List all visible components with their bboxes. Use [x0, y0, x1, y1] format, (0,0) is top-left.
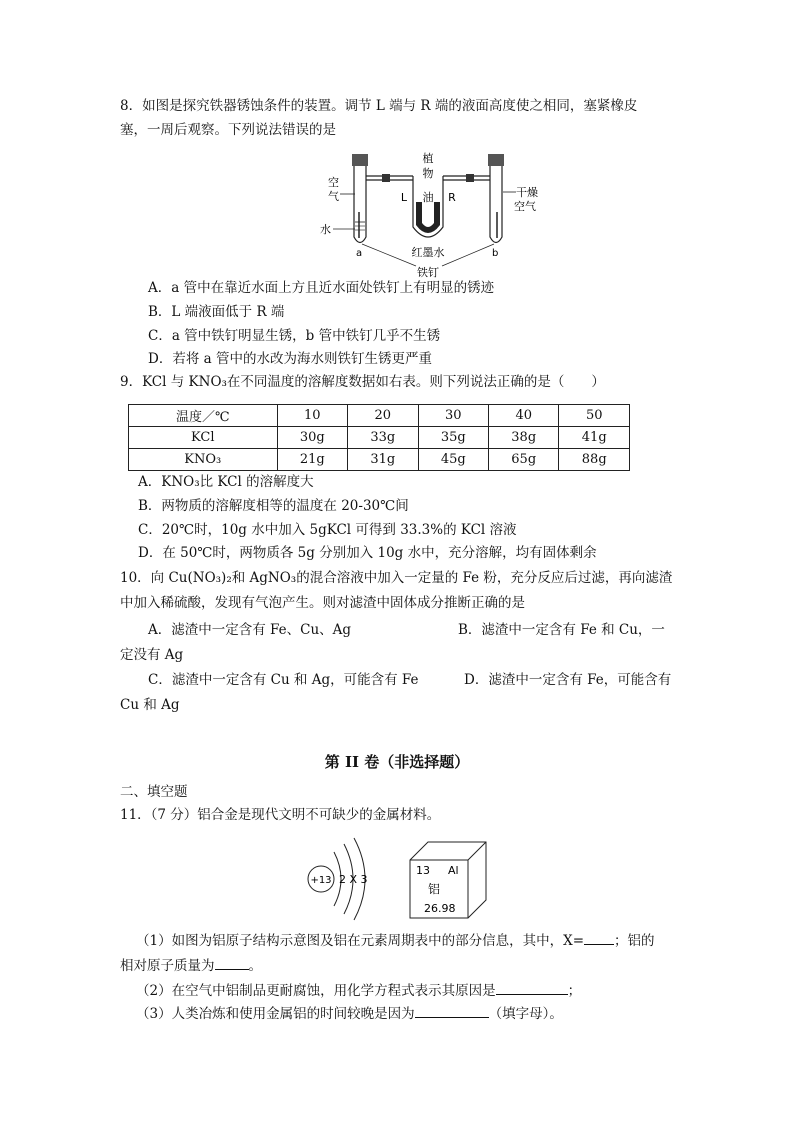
q11-sub3-text-a: （3）人类冶炼和使用金属铝的时间较晚是因为	[136, 1006, 415, 1022]
q9-stem: 9．KCl 与 KNO₃在不同温度的溶解度数据如右表。则下列说法正确的是（ ）	[120, 374, 605, 390]
label-a: a	[356, 248, 363, 259]
q11-sub2-text-a: （2）在空气中铝制品更耐腐蚀，用化学方程式表示其原因是	[136, 983, 496, 999]
answer-blank-reason[interactable]	[415, 1003, 489, 1018]
label-water: 水	[320, 223, 331, 236]
q8-stem-line2: 塞，一周后观察。下列说法错误的是	[120, 122, 336, 138]
table-header-row	[129, 405, 630, 427]
solubility-table	[128, 404, 630, 471]
answer-blank-x[interactable]	[584, 930, 614, 945]
table-cell: KCl	[129, 427, 278, 449]
q8-option-d: D．若将 a 管中的水改为海水则铁钉生锈更严重	[148, 351, 432, 367]
aluminum-atom-diagram	[300, 832, 380, 922]
part2-title: 第 II 卷（非选择题）	[324, 753, 470, 771]
label-b: b	[492, 248, 499, 259]
q11-sub1-text-a: （1）如图为铝原子结构示意图及铝在元素周期表中的部分信息，其中，X=	[136, 933, 585, 949]
q10-stem-line1: 10．向 Cu(NO₃)₂和 AgNO₃的混合溶液中加入一定量的 Fe 粉，充分反应后过滤，再向滤渣	[120, 570, 673, 586]
atomic-number: 13	[416, 864, 430, 877]
q10-stem-line2: 中加入稀硫酸，发现有气泡产生。则对滤渣中固体成分推断正确的是	[120, 595, 525, 611]
table-cell: 33g	[348, 427, 418, 449]
label-air-right: 空气	[514, 200, 536, 213]
atomic-mass: 26.98	[424, 902, 456, 915]
label-oil-3: 油	[422, 191, 434, 204]
table-cell: 31g	[348, 449, 418, 471]
label-R: R	[448, 191, 456, 204]
label-air-left-1: 空	[328, 176, 339, 189]
iron-rust-apparatus-figure	[318, 152, 548, 282]
q11-sub1-text-d: 。	[248, 958, 262, 974]
q11-sub3-line	[136, 1003, 563, 1024]
electron-config: 2 X 3	[339, 873, 368, 886]
q9-option-c: C．20℃时，10g 水中加入 5gKCl 可得到 33.3%的 KCl 溶液	[138, 522, 517, 538]
table-cell: 65g	[488, 449, 558, 471]
table-cell: 温度／℃	[129, 405, 278, 427]
q8-option-c: C．a 管中铁钉明显生锈，b 管中铁钉几乎不生锈	[148, 328, 441, 344]
label-air-left-2: 气	[328, 190, 339, 203]
table-cell: 30	[418, 405, 488, 427]
q11-sub1-text-b: ；铝的	[614, 933, 655, 949]
table-cell: 10	[277, 405, 347, 427]
table-cell: 40	[488, 405, 558, 427]
q11-sub1-text-c: 相对原子质量为	[120, 958, 215, 974]
table-cell: KNO₃	[129, 449, 278, 471]
right-test-tube	[490, 166, 502, 243]
table-cell: 35g	[418, 427, 488, 449]
table-row	[129, 427, 630, 449]
label-oil-1: 植	[422, 152, 434, 165]
q10-option-b-line2: 定没有 Ag	[120, 647, 184, 663]
nucleus-charge: +13	[310, 875, 332, 886]
label-ink: 红墨水	[411, 246, 445, 259]
element-name: 铝	[428, 882, 441, 896]
q11-sub1-line2	[120, 955, 262, 976]
element-symbol: Al	[448, 864, 459, 877]
q9-option-a: A．KNO₃比 KCl 的溶解度大	[138, 474, 314, 490]
label-L: L	[400, 191, 408, 204]
right-stopper	[488, 154, 504, 166]
q8-option-b: B．L 端液面低于 R 端	[148, 304, 285, 320]
q10-option-d-line2: Cu 和 Ag	[120, 697, 180, 713]
q10-option-b-line1: B．滤渣中一定含有 Fe 和 Cu，一	[458, 622, 665, 638]
section-heading: 二、填空题	[120, 784, 188, 800]
table-cell: 45g	[418, 449, 488, 471]
table-cell: 38g	[488, 427, 558, 449]
left-stopper	[352, 154, 368, 166]
table-row	[129, 449, 630, 471]
q11-sub3-text-b: （填字母）。	[488, 1006, 563, 1022]
label-nail: 铁钉	[417, 266, 439, 279]
left-test-tube	[354, 166, 366, 243]
q11-sub2-text-b: ；	[567, 983, 582, 999]
q9-option-d: D．在 50℃时，两物质各 5g 分别加入 10g 水中，充分溶解，均有固体剩余	[138, 545, 597, 561]
q9-option-b: B．两物质的溶解度相等的温度在 20-30℃间	[138, 498, 409, 514]
answer-blank-equation[interactable]	[496, 980, 568, 995]
red-ink	[419, 202, 437, 230]
q10-option-a: A．滤渣中一定含有 Fe、Cu、Ag	[148, 622, 352, 638]
label-oil-2: 物	[422, 167, 434, 180]
q10-option-d-line1: D．滤渣中一定含有 Fe，可能含有	[464, 672, 672, 688]
q11-stem: 11．（7 分）铝合金是现代文明不可缺少的金属材料。	[120, 807, 441, 823]
answer-blank-mass[interactable]	[215, 955, 249, 970]
periodic-table-cell	[408, 840, 488, 920]
table-cell: 20	[348, 405, 418, 427]
label-dry: 干燥	[516, 186, 538, 199]
q11-sub1-line1	[136, 930, 655, 951]
table-cell: 50	[559, 405, 630, 427]
q8-option-a: A．a 管中在靠近水面上方且近水面处铁钉上有明显的锈迹	[148, 280, 495, 296]
q10-option-c: C．滤渣中一定含有 Cu 和 Ag，可能含有 Fe	[148, 672, 419, 688]
table-cell: 41g	[559, 427, 630, 449]
table-cell: 88g	[559, 449, 630, 471]
q8-stem-line1: 8．如图是探究铁器锈蚀条件的装置。调节 L 端与 R 端的液面高度使之相同，塞紧橡皮	[120, 98, 638, 114]
table-cell: 21g	[277, 449, 347, 471]
q11-sub2-line	[136, 980, 581, 1001]
table-cell: 30g	[277, 427, 347, 449]
